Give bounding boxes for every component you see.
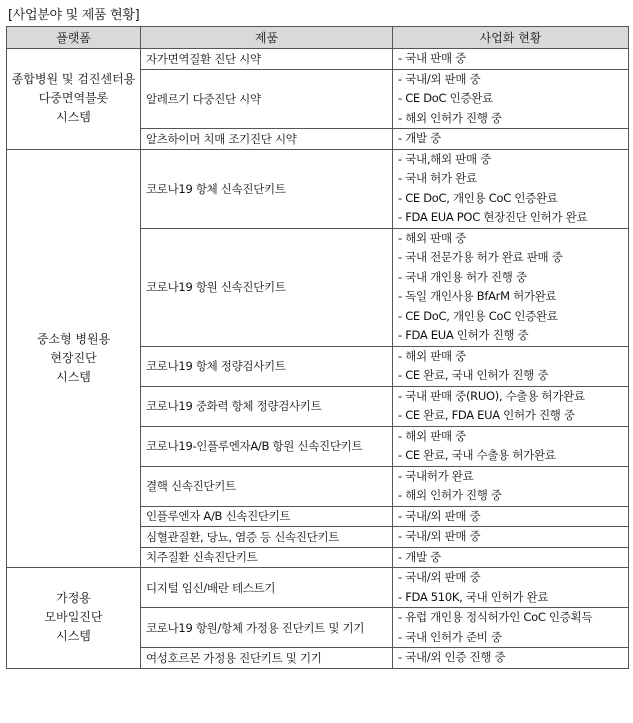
status-line: - 해외 인허가 진행 중 [398,488,502,502]
product-cell: 코로나19 항원 신속진단키트 [141,228,393,346]
status-line: - 국내,해외 판매 중 [398,151,491,166]
status-line: - 국내 개인용 허가 진행 중 [398,269,527,284]
status-line: - 국내/외 판매 중 [398,71,481,86]
status-line: - 해외 인허가 진행 중 [398,110,502,125]
status-line: - 국내/외 인증 진행 중 [398,650,506,664]
status-line: - 독일 개인사용 BfArM 허가완료 [398,289,557,303]
status-line: - CE DoC, 개인용 CoC 인증완료 [398,308,558,323]
product-cell: 인플루엔자 A/B 신속진단키트 [141,506,393,527]
product-cell: 알츠하이머 치매 조기진단 시약 [141,129,393,150]
platform-cell: 중소형 병원용 현장진단 시스템 [7,149,141,568]
status-cell [393,69,629,129]
table-body [7,49,629,669]
platform-cell: 종합병원 및 검진센터용 다중면역블롯 시스템 [7,49,141,150]
status-line: - FDA 510K, 국내 인허가 완료 [398,589,549,604]
status-line: - 국내 허가 완료 [398,171,477,185]
product-cell: 치주질환 신속진단키트 [141,547,393,568]
product-cell: 코로나19 항원/항체 가정용 진단키트 및 기기 [141,608,393,648]
status-line: - FDA EUA POC 현장진단 인허가 완료 [398,210,588,224]
product-cell: 코로나19 중화력 항체 정량검사키트 [141,386,393,426]
product-cell: 코로나19 항체 신속진단키트 [141,149,393,228]
status-line: - CE DoC 인증완료 [398,91,493,105]
status-line: - 개발 중 [398,131,441,145]
status-cell [393,547,629,568]
table-row [7,49,629,70]
status-line: - 국내/외 판매 중 [398,508,481,523]
status-line: - 국내 전문가용 허가 완료 판매 중 [398,250,563,264]
header-row [7,27,629,49]
status-cell [393,466,629,506]
product-cell: 결핵 신속진단키트 [141,466,393,506]
status-cell [393,149,629,228]
status-cell [393,608,629,648]
header-platform: 플랫폼 [7,27,141,49]
product-cell: 자가면역질환 진단 시약 [141,49,393,70]
product-cell: 여성호르몬 가정용 진단키트 및 기기 [141,648,393,669]
status-line: - 유럽 개인용 정식허가인 CoC 인증획득 [398,610,593,624]
status-cell [393,648,629,669]
platform-cell: 가정용 모바일진단 시스템 [7,568,141,669]
status-line: - CE 완료, FDA EUA 인허가 진행 중 [398,408,575,422]
product-cell: 디지털 임신/배란 테스트기 [141,568,393,608]
status-line: - CE 완료, 국내 수출용 허가완료 [398,448,556,462]
status-cell [393,426,629,466]
status-line: - 국내/외 판매 중 [398,529,481,543]
table-row [7,149,629,228]
status-line: - 국내허가 완료 [398,468,474,483]
status-line: - 해외 판매 중 [398,230,466,245]
status-cell [393,568,629,608]
status-line: - 개발 중 [398,549,441,564]
status-cell [393,386,629,426]
product-cell: 심혈관질환, 당뇨, 염증 등 신속진단키트 [141,527,393,548]
status-cell [393,506,629,527]
product-cell: 코로나19-인플루엔자A/B 항원 신속진단키트 [141,426,393,466]
status-line: - CE DoC, 개인용 CoC 인증완료 [398,190,558,205]
status-line: - FDA EUA 인허가 진행 중 [398,328,529,342]
status-line: - 국내 판매 중(RUO), 수출용 허가완료 [398,388,585,403]
header-status: 사업화 현황 [393,27,629,49]
table-row [7,568,629,608]
business-table [6,26,629,669]
status-line: - CE 완료, 국내 인허가 진행 중 [398,368,549,382]
status-cell [393,346,629,386]
status-line: - 해외 판매 중 [398,428,466,443]
header-product: 제품 [141,27,393,49]
status-line: - 국내 판매 중 [398,51,466,65]
status-cell [393,228,629,346]
status-line: - 국내/외 판매 중 [398,570,481,584]
status-cell [393,527,629,548]
status-line: - 국내 인허가 준비 중 [398,629,502,644]
product-cell: 알레르기 다중진단 시약 [141,69,393,129]
status-cell [393,49,629,70]
product-cell: 코로나19 항체 정량검사키트 [141,346,393,386]
status-cell [393,129,629,150]
table-caption: [사업분야 및 제품 현황] [8,8,140,23]
status-line: - 해외 판매 중 [398,348,466,363]
